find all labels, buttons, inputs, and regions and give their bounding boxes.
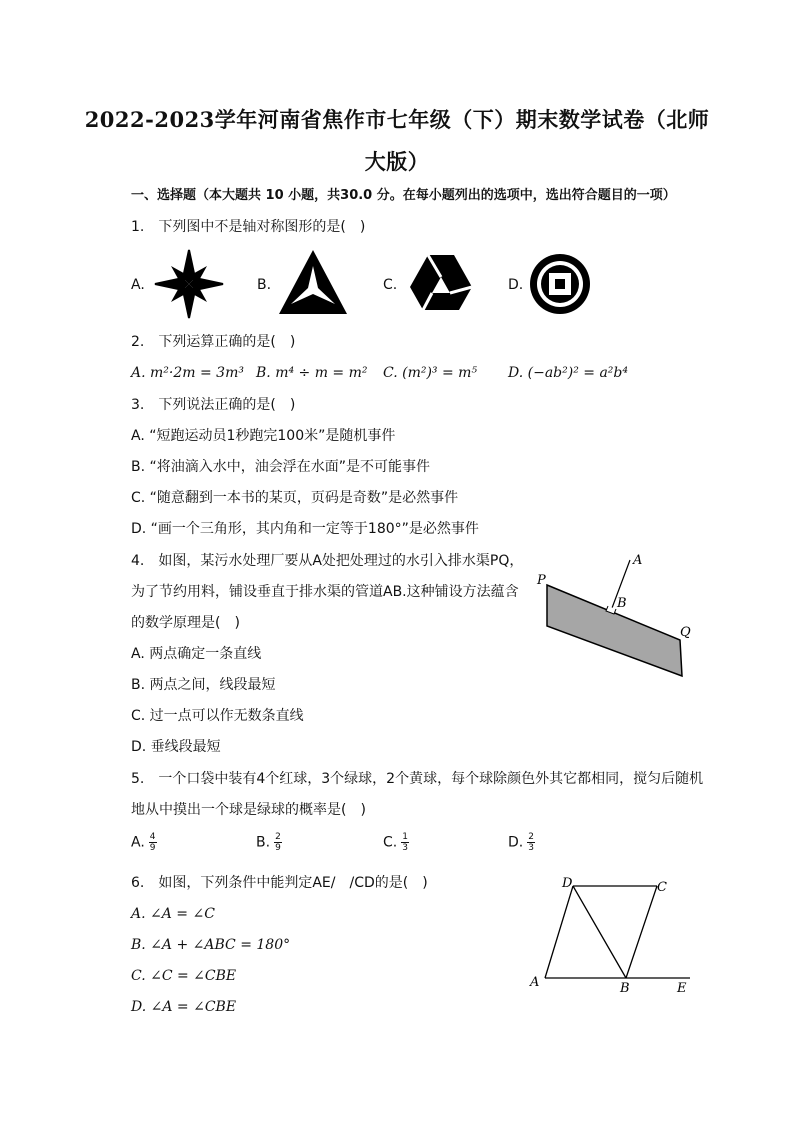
q6-stem: 6. 如图，下列条件中能判定AE/ /CD的是( ) (131, 875, 428, 891)
q6-option-c: C. ∠C = ∠CBE (131, 968, 237, 984)
section-heading: 一、选择题（本大题共 10 小题，共30.0 分。在每小题列出的选项中，选出符合题目的一项） (131, 188, 676, 203)
line-bc (626, 886, 657, 978)
q4-stem-line2: 为了节约用料，铺设垂直于排水渠的管道AB.这种铺设方法蕴含 (131, 584, 519, 600)
label-e: E (677, 981, 687, 996)
q4-stem-line1: 4. 如图，某污水处理厂要从A处把处理过的水引入排水渠PQ， (131, 553, 524, 569)
label-a: A (530, 975, 540, 990)
page-title-line2: 大版） (364, 149, 430, 174)
page-title-line1: 2022-2023学年河南省焦作市七年级（下）期末数学试卷（北师 (84, 107, 710, 132)
q5-option-a-fraction (149, 832, 157, 853)
label-p: P (537, 573, 546, 588)
label-q: Q (680, 625, 691, 640)
drive-triangle-icon (408, 253, 474, 313)
q2-option-b: B. m⁴ ÷ m = m² (256, 365, 368, 381)
coin-icon (528, 252, 592, 316)
q2-option-c: C. (m²)³ = m⁵ (383, 365, 478, 381)
q5-stem-line2: 地从中摸出一个球是绿球的概率是( ) (131, 802, 366, 818)
label-b: B (620, 981, 630, 996)
q5-option-c-den: 3 (402, 843, 408, 853)
q5-option-b-label: B. (256, 834, 271, 851)
q5-option-a (131, 832, 157, 853)
channel-region (547, 585, 682, 676)
q1-stem: 1. 下列图中不是轴对称图形的是( ) (131, 219, 366, 235)
q3-option-c: C. “随意翻到一本书的某页，页码是奇数”是必然事件 (131, 490, 459, 506)
parallel-lines-figure (525, 872, 697, 996)
label-a: A (633, 553, 643, 568)
q1-option-d-label: D. (508, 277, 524, 293)
q3-option-d: D. “画一个三角形，其内角和一定等于180°”是必然事件 (131, 521, 479, 537)
q5-option-d-label: D. (508, 834, 524, 851)
q4-option-d: D. 垂线段最短 (131, 739, 221, 755)
q5-option-c-fraction (401, 832, 409, 853)
q6-option-d: D. ∠A = ∠CBE (131, 999, 237, 1015)
q5-option-c (383, 832, 409, 853)
label-d: D (562, 876, 573, 891)
q5-option-a-num: 4 (149, 832, 156, 842)
q5-option-a-den: 9 (149, 843, 156, 853)
q4-stem-line3: 的数学原理是( ) (131, 615, 240, 631)
q1-option-c-label: C. (383, 277, 398, 293)
q5-option-d-fraction (527, 832, 535, 853)
label-c: C (657, 880, 667, 895)
label-b: B (617, 596, 627, 611)
q3-stem: 3. 下列说法正确的是( ) (131, 397, 296, 413)
q5-option-d (508, 832, 535, 853)
q2-stem: 2. 下列运算正确的是( ) (131, 334, 296, 350)
q5-option-d-num: 2 (528, 832, 534, 842)
drainage-channel-figure (530, 550, 700, 682)
q6-option-a: A. ∠A = ∠C (131, 906, 215, 922)
q5-stem-line1: 5. 一个口袋中装有4个红球，3个绿球，2个黄球，每个球除颜色外其它都相同，搅匀后随机 (131, 771, 704, 787)
q5-option-b (256, 832, 282, 853)
q4-option-c: C. 过一点可以作无数条直线 (131, 708, 304, 724)
q2-option-a: A. m²·2m = 3m³ (131, 365, 244, 381)
q5-option-c-num: 1 (402, 832, 408, 842)
q6-option-b: B. ∠A + ∠ABC = 180° (131, 937, 291, 953)
q1-option-b-label: B. (257, 277, 272, 293)
line-db (573, 886, 626, 978)
line-ad (545, 886, 573, 978)
q5-option-b-num: 2 (275, 832, 281, 842)
q1-option-a-label: A. (131, 277, 145, 293)
q3-option-b: B. “将油滴入水中，油会浮在水面”是不可能事件 (131, 459, 431, 475)
q3-option-a: A. “短跑运动员1秒跑完100米”是随机事件 (131, 428, 396, 444)
q4-option-a: A. 两点确定一条直线 (131, 646, 262, 662)
q5-option-d-den: 3 (528, 843, 534, 853)
q5-option-b-fraction (274, 832, 282, 853)
q4-option-b: B. 两点之间，线段最短 (131, 677, 276, 693)
q2-option-d: D. (−ab²)² = a²b⁴ (508, 365, 628, 381)
q5-option-b-den: 9 (275, 843, 281, 853)
compass-star-icon (153, 248, 225, 320)
q5-option-a-label: A. (131, 834, 145, 851)
triangle-tripod-icon (277, 248, 349, 316)
q5-option-c-label: C. (383, 834, 398, 851)
